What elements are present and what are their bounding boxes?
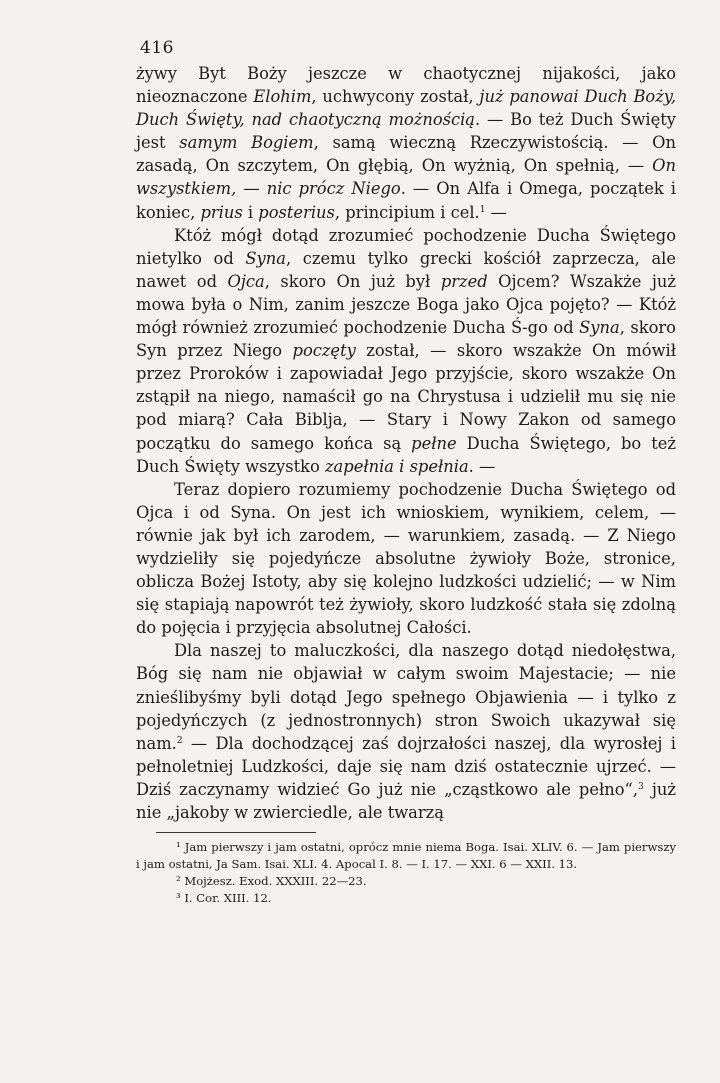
italic-span: przed [440,271,488,291]
footnote-1: ¹ Jam pierwszy i jam ostatni, oprócz mnie niema Boga. Isai. XLIV. 6. — Jam pierwszy i jam ostatni, Ja Sam. Isai. XLI. 4. Apocal I. 8. — I. 17. — XXI. 6 — XXII. 13. [136,840,676,872]
paragraph-1: żywy Byt Boży jeszcze w chaotycznej nijakości, jako nieoznaczone Elohim, uchwycony został, już panowai Duch Boży, Duch Święty, nad chaotyczną możnością. — Bo też Duch Święty jest samym Bogiem, samą wieczną Rzeczywistością. — On zasadą, On szczytem, On głębią, On wyżnią, On spełnią, — On wszystkiem, — nic prócz Niego. — On Alfa i Omega, początek i koniec, prius i posterius, principium i cel.$^1$ — [136,64,677,222]
main-text [136,62,676,824]
italic-span: Elohim [253,87,312,107]
italic-span: prius [200,202,243,222]
italic-span: już panowai Duch Boży, Duch Święty, nad chaotyczną możnością [136,87,677,130]
footnote-divider [156,832,316,833]
footnote-ref: 1 [479,204,486,215]
italic-span: zapełnia i spełnia [324,456,469,476]
footnotes [136,839,676,907]
footnote-2: ² Mojżesz. Exod. XXXIII. 22—23. [176,874,367,889]
page-number: 416 [140,38,174,58]
italic-span: posterius [258,202,335,222]
italic-span: Ojca [227,271,265,291]
italic-span: Syna [579,318,620,338]
italic-span: On wszystkiem, — nic prócz Niego [136,156,676,199]
footnote-ref: 3 [638,781,644,792]
paragraph-2: Któż mógł dotąd zrozumieć pochodzenie Ducha Świętego nietylko od Syna, czemu tylko grecki kościół zaprzecza, ale nawet od Ojca, skoro On już był przed Ojcem? Wszakże już mowa była o Nim, zanim jeszcze Boga jako Ojca pojęto? — Któż mógł również zrozumieć pochodzenie Ducha Ś-go od Syna, skoro Syn przez Niego poczęty został, — skoro wszakże On mówił przez Proroków i zapowiadał Jego przyjście, skoro wszakże On zstąpił na niego, namaścił go na Chrystusa i udzielił mu się nie pod miarą? Cała Biblja, — Stary i Nowy Zakon od samego początku do samego końca są pełne Ducha Świętego, bo też Duch Święty wszystko zapełnia i spełnia. — [136,225,676,476]
footnote-3: ³ I. Cor. XIII. 12. [176,891,272,906]
paragraph-4: Dla naszej to maluczkości, dla naszego dotąd niedołęstwa, Bóg się nam nie objawiał w całym swoim Majestacie; — nie znieślibyśmy byli dotąd Jego spełnego Objawienia — i tylko z pojedyńczych (z jednostronnych) stron Swoich ukazywał się nam.$^2$ — Dla dochodzącej zaś dojrzałości naszej, dla wyrosłej i pełnoletniej Ludzkości, daje się nam dziś ostatecznie ujrzeć. — Dziś zaczynamy widzieć Go już nie „cząstkowo ale pełno“,$^3$ już nie „jakoby w zwierciedle, ale twarzą [136,641,676,822]
italic-span: samym Bogiem [179,133,314,153]
italic-span: poczęty [292,341,356,361]
paragraph-3: Teraz dopiero rozumiemy pochodzenie Ducha Świętego od Ojca i od Syna. On jest ich wnioskiem, wynikiem, celem, — równie jak był ich zarodem, — warunkiem, zasadą. — Z Niego wydzieliły się pojedyńcze absolutne żywioły Boże, stronice, oblicza Bożej Istoty, aby się kolejno ludzkości udzielić; — w Nim się stapiają napowrót też żywioły, skoro ludzkość stała się zdolną do pojęcia i przyjęcia absolutnej Całości. [136,479,676,638]
italic-span: pełne [411,433,457,453]
footnote-ref: 2 [176,735,183,746]
italic-span: Syna [245,248,286,268]
